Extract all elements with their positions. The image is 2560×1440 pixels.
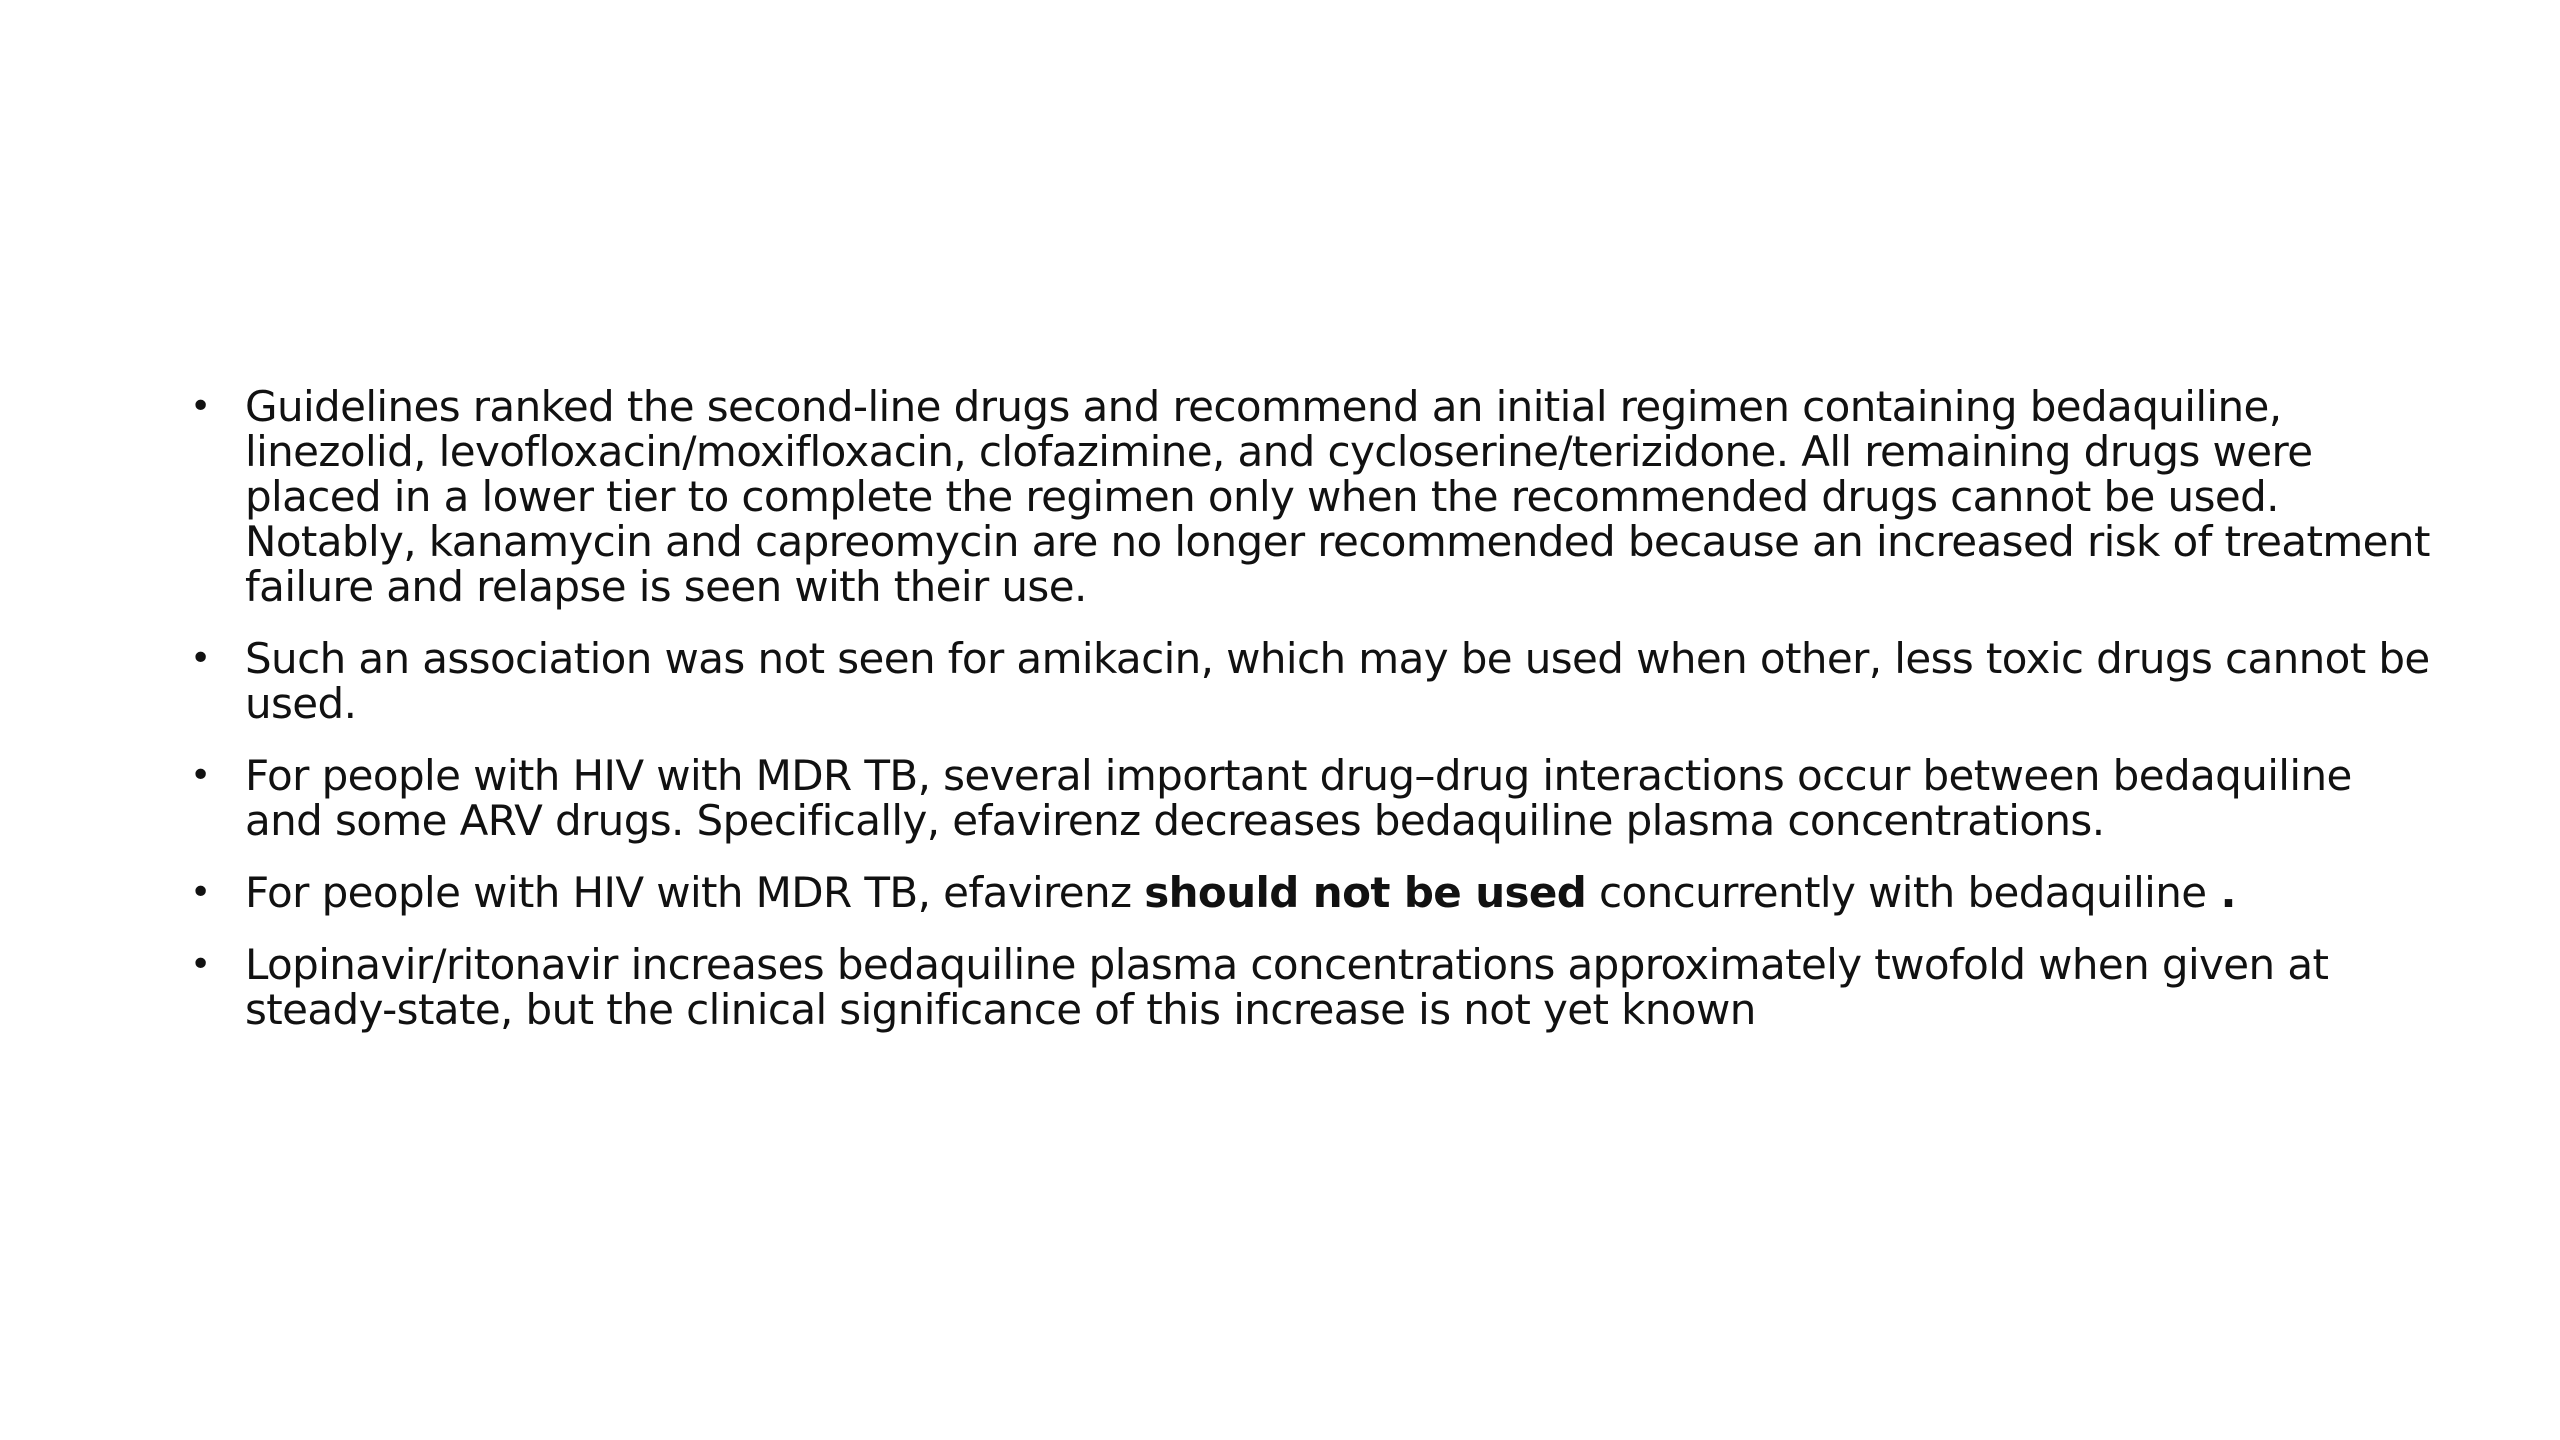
bullet-text-bold-end: . xyxy=(2206,868,2236,917)
bullet-text: Lopinavir/ritonavir increases bedaquiline plasma concentrations approximately twofold when given at steady-state, but the clinical significance of this increase is not yet known xyxy=(245,940,2329,1034)
bullet-marker: • xyxy=(190,638,211,679)
bullet-item-5 xyxy=(190,942,2430,1032)
bullet-text: Such an association was not seen for amikacin, which may be used when other, less toxic drugs cannot be used. xyxy=(245,634,2430,728)
bullet-marker: • xyxy=(190,944,211,985)
bullet-item-1 xyxy=(190,384,2430,609)
bullet-text-after: concurrently with bedaquiline xyxy=(1586,868,2207,917)
bullet-marker: • xyxy=(190,872,211,913)
bullet-text-bold: should not be used xyxy=(1144,868,1587,917)
bullet-text-before: For people with HIV with MDR TB, efavirenz xyxy=(245,868,1145,917)
bullet-item-2 xyxy=(190,636,2430,726)
bullet-text: Guidelines ranked the second-line drugs and recommend an initial regimen containing bedaquiline, linezolid, levofloxacin/moxifloxacin, clofazimine, and cycloserine/terizidone. All remaining drugs were placed in a lower tier to complete the regimen only when the recommended drugs cannot be used. Notably, kanamycin and capreomycin are no longer recommended because an increased risk of treatment failure and relapse is seen with their use. xyxy=(245,382,2430,611)
bullet-item-3 xyxy=(190,753,2430,843)
bullet-text: For people with HIV with MDR TB, several important drug–drug interactions occur between bedaquiline and some ARV drugs. Specifically, efavirenz decreases bedaquiline plasma concentrations. xyxy=(245,751,2352,845)
bullet-marker: • xyxy=(190,755,211,796)
bullet-list xyxy=(190,384,2430,1059)
bullet-marker: • xyxy=(190,386,211,427)
bullet-item-4 xyxy=(190,870,2430,915)
